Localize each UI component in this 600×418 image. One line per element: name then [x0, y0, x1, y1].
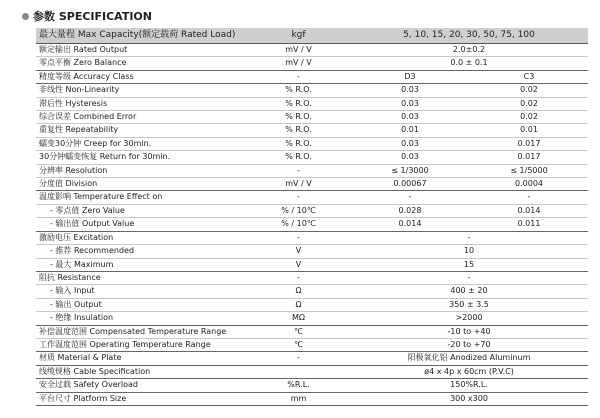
row-label: 线缆规格 Cable Specification [36, 365, 247, 378]
row-label: 温度影响 Temperature Effect on [36, 191, 247, 204]
row-unit: ℃ [247, 338, 350, 351]
row-label: - 输出 Output [36, 298, 247, 311]
row-value: 15 [350, 258, 588, 271]
row-unit: % / 10℃ [247, 204, 350, 217]
row-value-c3: 0.0004 [470, 178, 588, 191]
row-label: 精度等级 Accuracy Class [36, 70, 247, 83]
row-value: -10 to +40 [350, 325, 588, 338]
table-row [36, 298, 588, 311]
row-label: 补偿温度范围 Compensated Temperature Range [36, 325, 247, 338]
row-value: 400 ± 20 [350, 285, 588, 298]
row-label: - 输入 Input [36, 285, 247, 298]
row-label: 安全过载 Safety Overload [36, 379, 247, 392]
row-unit: - [247, 231, 350, 244]
row-unit: - [247, 70, 350, 83]
table-row [36, 245, 588, 258]
row-value-c3: 0.017 [470, 151, 588, 164]
row-value: 10 [350, 245, 588, 258]
row-unit: mV / V [247, 57, 350, 70]
row-unit: % R.O. [247, 151, 350, 164]
row-label: 阻抗 Resistance [36, 271, 247, 284]
table-row [36, 352, 588, 365]
table-row [36, 151, 588, 164]
row-label: 蠕变30分钟 Creep for 30min. [36, 137, 247, 150]
row-unit: % R.O. [247, 111, 350, 124]
row-value-c3: 0.02 [470, 84, 588, 97]
row-value-d3: 0.028 [350, 204, 470, 217]
row-value-c3: 0.02 [470, 97, 588, 110]
row-label: - 输出值 Output Value [36, 218, 247, 231]
row-value-c3: 0.01 [470, 124, 588, 137]
row-value-d3: 0.00067 [350, 178, 470, 191]
row-unit: - [247, 164, 350, 177]
row-unit: - [247, 271, 350, 284]
row-label: 平台尺寸 Platform Size [36, 392, 247, 405]
row-value: - [350, 271, 588, 284]
row-unit: - [247, 352, 350, 365]
table-row [36, 325, 588, 338]
table-row [36, 111, 588, 124]
table-row [36, 97, 588, 110]
row-value-d3: 0.014 [350, 218, 470, 231]
table-row [36, 70, 588, 83]
header-label: 最大量程 Max Capacity(额定载荷 Rated Load) [36, 28, 247, 44]
table-row [36, 218, 588, 231]
row-label: 滞后性 Hysteresis [36, 97, 247, 110]
table-row [36, 231, 588, 244]
row-value-d3: 0.01 [350, 124, 470, 137]
row-unit: ℃ [247, 325, 350, 338]
table-row [36, 191, 588, 204]
header-unit: kgf [247, 28, 350, 44]
row-unit: % R.O. [247, 97, 350, 110]
bullet-icon [22, 13, 29, 20]
row-value-d3: 0.03 [350, 97, 470, 110]
row-value-d3: 0.03 [350, 151, 470, 164]
section-title: 参数 SPECIFICATION [33, 10, 152, 23]
row-label: 分度值 Division [36, 178, 247, 191]
row-value: >2000 [350, 312, 588, 325]
row-unit: mV / V [247, 178, 350, 191]
row-unit: Ω [247, 285, 350, 298]
row-unit: % R.O. [247, 84, 350, 97]
row-unit: mV / V [247, 44, 350, 57]
table-row [36, 57, 588, 70]
row-label: 30分钟蠕变恢复 Return for 30min. [36, 151, 247, 164]
row-unit: % R.O. [247, 124, 350, 137]
row-value: 300 x300 [350, 392, 588, 405]
table-row [36, 204, 588, 217]
table-header-row [36, 28, 588, 44]
row-label: 分辨率 Resolution [36, 164, 247, 177]
row-label: 材质 Material & Plate [36, 352, 247, 365]
row-value: 150%R.L. [350, 379, 588, 392]
row-label: 额定输出 Rated Output [36, 44, 247, 57]
row-value: - [350, 231, 588, 244]
specification-table [36, 28, 588, 406]
table-row [36, 258, 588, 271]
row-unit: % R.O. [247, 137, 350, 150]
table-row [36, 84, 588, 97]
row-unit: % / 10℃ [247, 218, 350, 231]
table-row [36, 338, 588, 351]
row-label: 零点平衡 Zero Balance [36, 57, 247, 70]
row-label: 激励电压 Excitation [36, 231, 247, 244]
row-value-c3: ≤ 1/5000 [470, 164, 588, 177]
row-value: 阳极氧化铝 Anodized Aluminum [350, 352, 588, 365]
row-label: 综合误差 Combined Error [36, 111, 247, 124]
table-row [36, 285, 588, 298]
row-value-d3: 0.03 [350, 137, 470, 150]
row-value-d3: ≤ 1/3000 [350, 164, 470, 177]
row-unit: Ω [247, 298, 350, 311]
row-label: 重复性 Repeatability [36, 124, 247, 137]
row-value: 0.0 ± 0.1 [350, 57, 588, 70]
table-row [36, 137, 588, 150]
row-unit [247, 365, 350, 378]
row-unit: V [247, 258, 350, 271]
row-unit: mm [247, 392, 350, 405]
table-row [36, 365, 588, 378]
row-label: - 最大 Maximum [36, 258, 247, 271]
table-row [36, 392, 588, 405]
row-value-d3: 0.03 [350, 84, 470, 97]
table-row [36, 44, 588, 57]
row-value-c3: - [470, 191, 588, 204]
row-value-c3: 0.02 [470, 111, 588, 124]
table-row [36, 271, 588, 284]
row-label: - 推荐 Recommended [36, 245, 247, 258]
row-value-d3: - [350, 191, 470, 204]
table-row [36, 312, 588, 325]
row-value: 2.0±0.2 [350, 44, 588, 57]
row-unit: - [247, 191, 350, 204]
row-value: 350 ± 3.5 [350, 298, 588, 311]
row-value-d3: 0.03 [350, 111, 470, 124]
table-row [36, 164, 588, 177]
table-row [36, 379, 588, 392]
table-row [36, 178, 588, 191]
row-value-c3: 0.011 [470, 218, 588, 231]
section-heading [22, 9, 152, 23]
row-label: - 零点值 Zero Value [36, 204, 247, 217]
row-unit: V [247, 245, 350, 258]
row-value-d3: D3 [350, 70, 470, 83]
header-capacity-values: 5, 10, 15, 20, 30, 50, 75, 100 [350, 28, 588, 44]
table-row [36, 124, 588, 137]
row-value-c3: 0.017 [470, 137, 588, 150]
row-label: 非线性 Non-Linearity [36, 84, 247, 97]
row-unit: %R.L. [247, 379, 350, 392]
row-value-c3: C3 [470, 70, 588, 83]
row-value-c3: 0.014 [470, 204, 588, 217]
row-unit: MΩ [247, 312, 350, 325]
row-label: - 绝缘 Insulation [36, 312, 247, 325]
row-label: 工作温度范围 Operating Temperature Range [36, 338, 247, 351]
row-value: ø4 x 4p x 60cm (P.V.C) [350, 365, 588, 378]
row-value: -20 to +70 [350, 338, 588, 351]
